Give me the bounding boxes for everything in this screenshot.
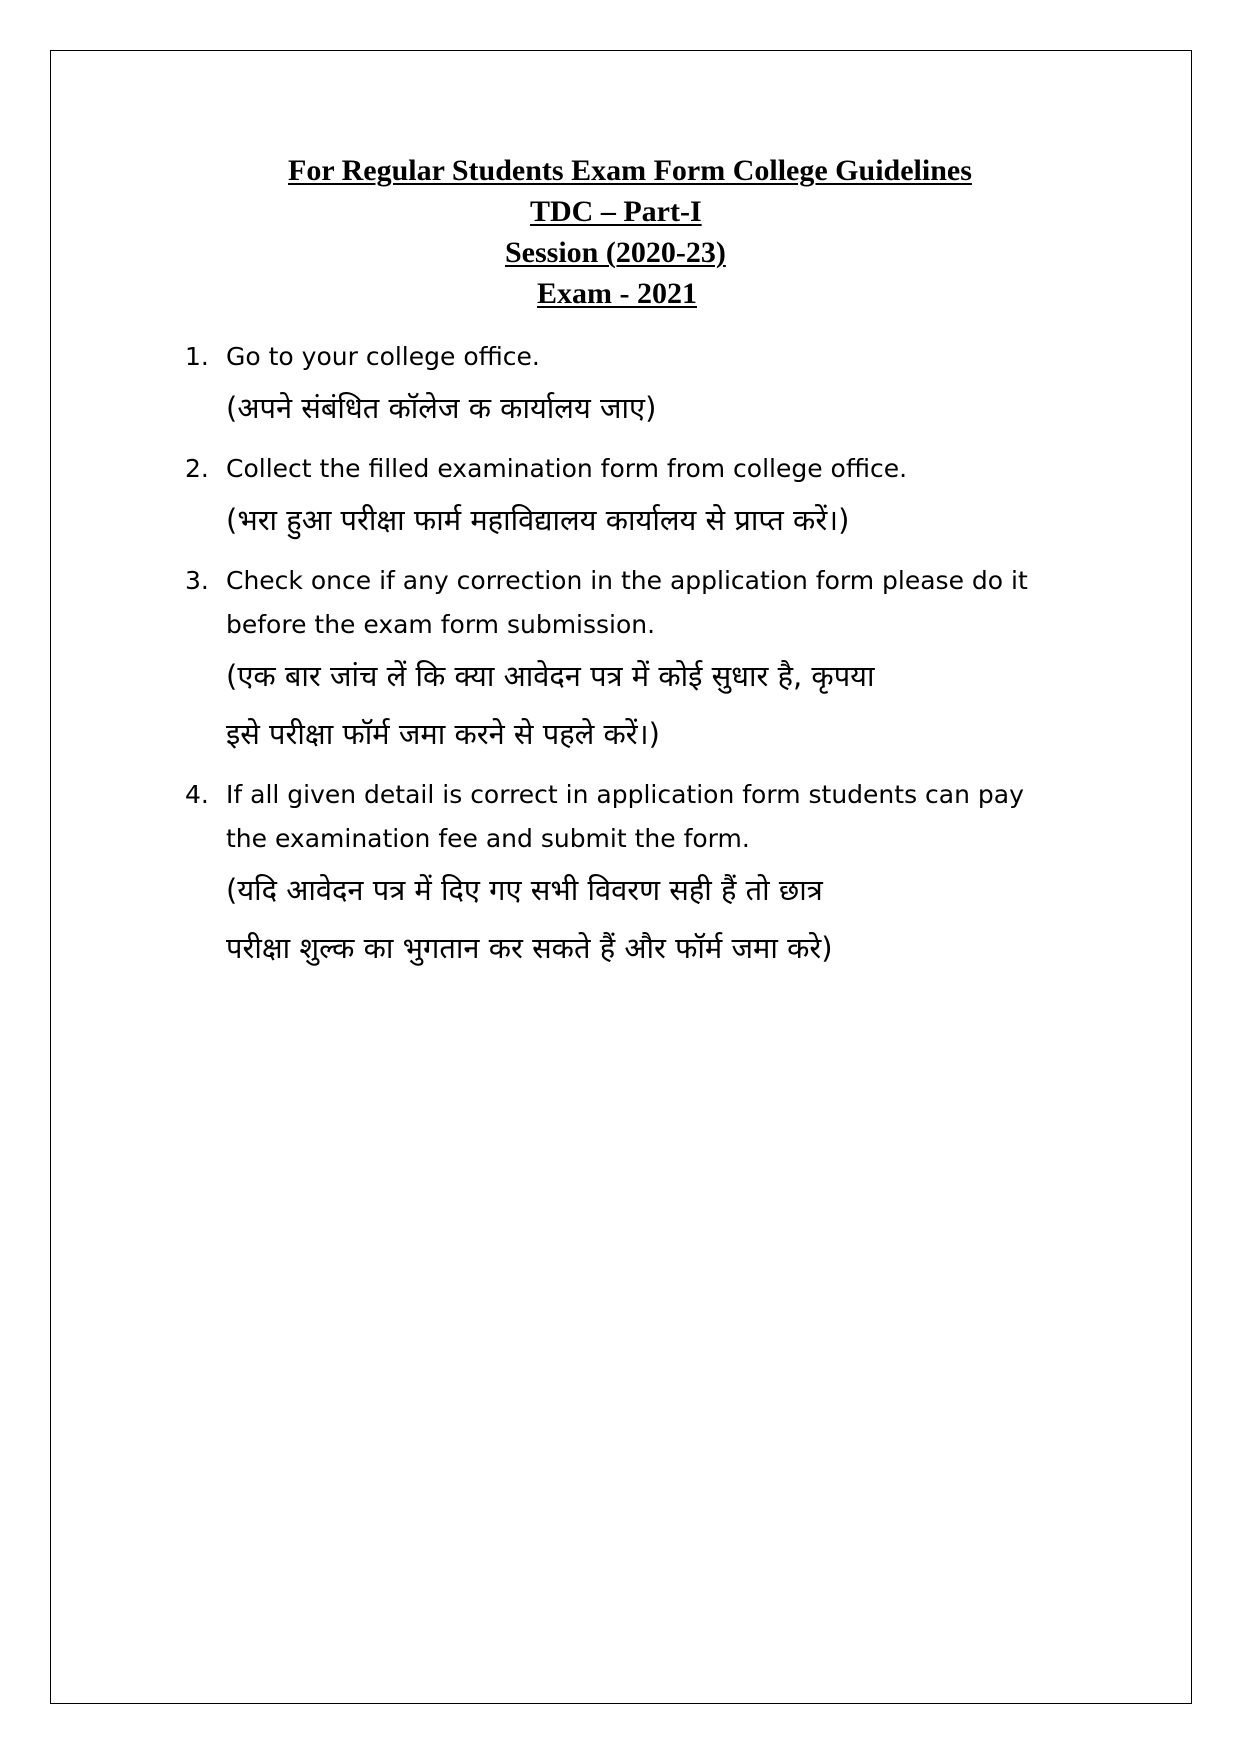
item-hindi-text: इसे परीक्षा फॉर्म जमा करने से पहले करें।) <box>226 717 660 751</box>
item-english-text: Check once if any correction in the application form please do it <box>226 566 1028 595</box>
list-item <box>185 773 1110 977</box>
item-hindi-text: (यदि आवेदन पत्र में दिए गए सभी विवरण सही हैं तो छात्र <box>226 873 823 907</box>
list-item <box>185 335 1110 437</box>
item-english-text: the examination fee and submit the form. <box>226 824 750 853</box>
item-hindi-text: (एक बार जांच लें कि क्या आवेदन पत्र में कोई सुधार है, कृपया <box>226 659 875 693</box>
title-line-3: Session (2020-23) <box>505 236 726 269</box>
list-item <box>185 447 1110 549</box>
item-hindi-text: (अपने संबंधित कॉलेज क कार्यालय जाए) <box>226 391 657 425</box>
item-hindi-text: परीक्षा शुल्क का भुगतान कर सकते हैं और फॉर्म जमा करे) <box>226 931 833 965</box>
guidelines-list <box>185 335 1110 987</box>
title-line-2: TDC – Part-I <box>530 195 702 228</box>
title-line-4: Exam - 2021 <box>537 277 697 310</box>
item-english-text: Collect the filled examination form from college office. <box>226 454 908 483</box>
item-number: 4. <box>185 780 209 809</box>
item-english-text: If all given detail is correct in application form students can pay <box>226 780 1024 809</box>
item-hindi-text: (भरा हुआ परीक्षा फार्म महाविद्यालय कार्यालय से प्राप्त करें।) <box>226 503 850 537</box>
item-number: 2. <box>185 454 209 483</box>
list-item <box>185 559 1110 763</box>
item-english-text: before the exam form submission. <box>226 610 656 639</box>
item-number: 1. <box>185 342 209 371</box>
item-number: 3. <box>185 566 209 595</box>
title-line-1: For Regular Students Exam Form College Guidelines <box>288 154 972 187</box>
item-english-text: Go to your college office. <box>226 342 540 371</box>
